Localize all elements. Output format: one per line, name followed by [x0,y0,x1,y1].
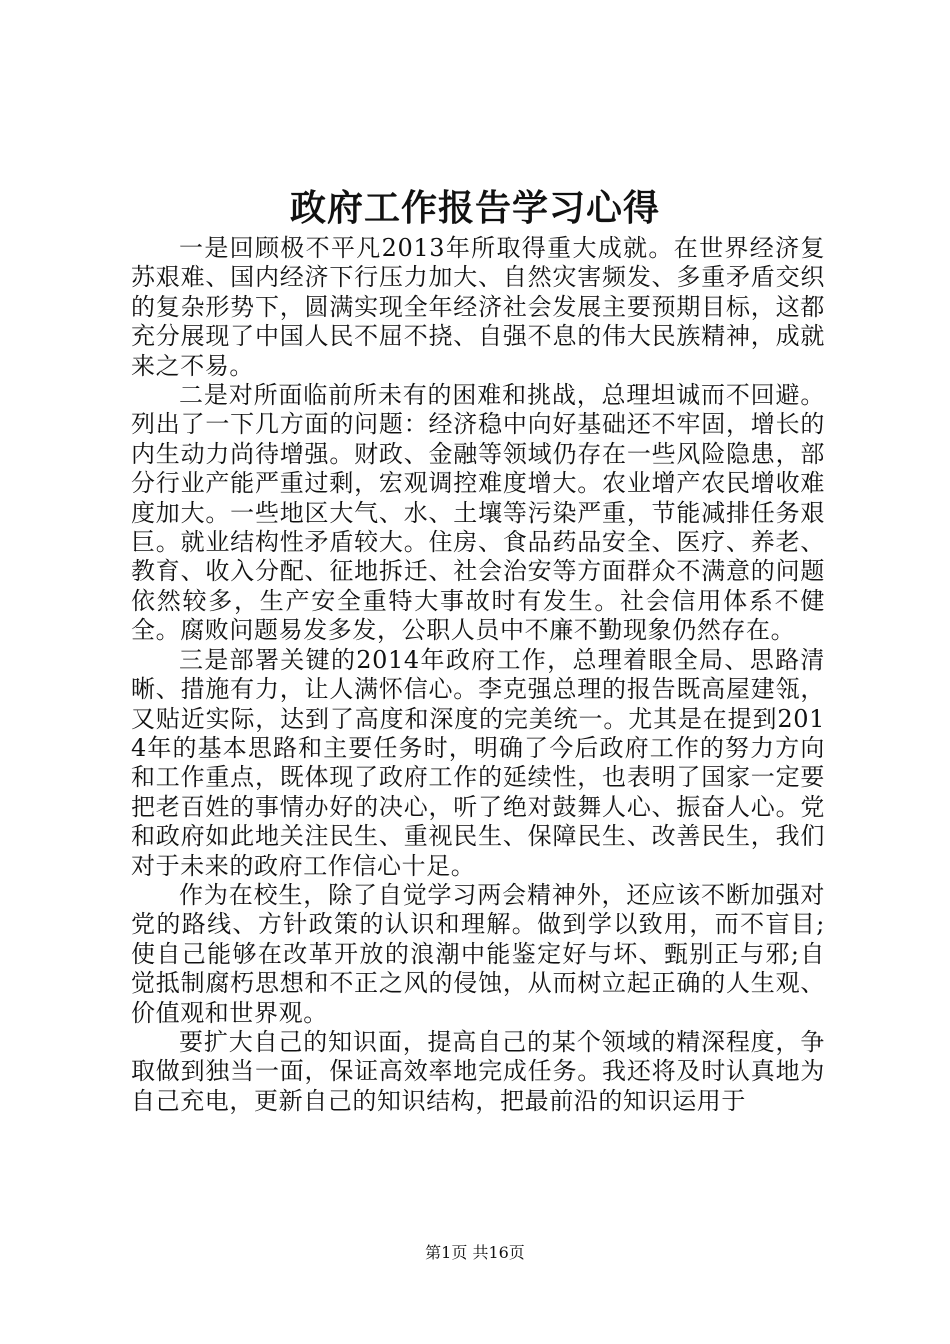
document-title: 政府工作报告学习心得 [289,187,660,229]
page-number-footer: 第1页 共16页 [425,1243,525,1262]
document-body [131,234,825,1116]
paragraph-5: 要扩大自己的知识面，提高自己的某个领域的精深程度，争取做到独当一面，保证高效率地完成任务。我还将及时认真地为自己充电，更新自己的知识结构，把最前沿的知识运用于 [131,1027,825,1115]
paragraph-3: 三是部署关键的2014年政府工作，总理着眼全局、思路清晰、措施有力，让人满怀信心。李克强总理的报告既高屋建瓴，又贴近实际，达到了高度和深度的完美统一。尤其是在提到2014年的基本思路和主要任务时，明确了今后政府工作的努力方向和工作重点，既体现了政府工作的延续性，也表明了国家一定要把老百姓的事情办好的决心，听了绝对鼓舞人心、振奋人心。党和政府如此地关注民生、重视民生、保障民生、改善民生，我们对于未来的政府工作信心十足。 [131,645,825,880]
paragraph-1: 一是回顾极不平凡2013年所取得重大成就。在世界经济复苏艰难、国内经济下行压力加大、自然灾害频发、多重矛盾交织的复杂形势下，圆满实现全年经济社会发展主要预期目标，这都充分展现了中国人民不屈不挠、自强不息的伟大民族精神，成就来之不易。 [131,234,825,380]
paragraph-2: 二是对所面临前所未有的困难和挑战，总理坦诚而不回避。列出了一下几方面的问题：经济稳中向好基础还不牢固，增长的内生动力尚待增强。财政、金融等领域仍存在一些风险隐患，部分行业产能严重过剩，宏观调控难度增大。农业增产农民增收难度加大。一些地区大气、水、土壤等污染严重，节能减排任务艰巨。就业结构性矛盾较大。住房、食品药品安全、医疗、养老、教育、收入分配、征地拆迁、社会治安等方面群众不满意的问题依然较多，生产安全重特大事故时有发生。社会信用体系不健全。腐败问题易发多发，公职人员中不廉不勤现象仍然存在。 [131,381,825,645]
paragraph-4: 作为在校生，除了自觉学习两会精神外，还应该不断加强对党的路线、方针政策的认识和理解。做到学以致用，而不盲目;使自己能够在改革开放的浪潮中能鉴定好与坏、甄别正与邪;自觉抵制腐朽思想和不正之风的侵蚀，从而树立起正确的人生观、价值观和世界观。 [131,880,825,1027]
